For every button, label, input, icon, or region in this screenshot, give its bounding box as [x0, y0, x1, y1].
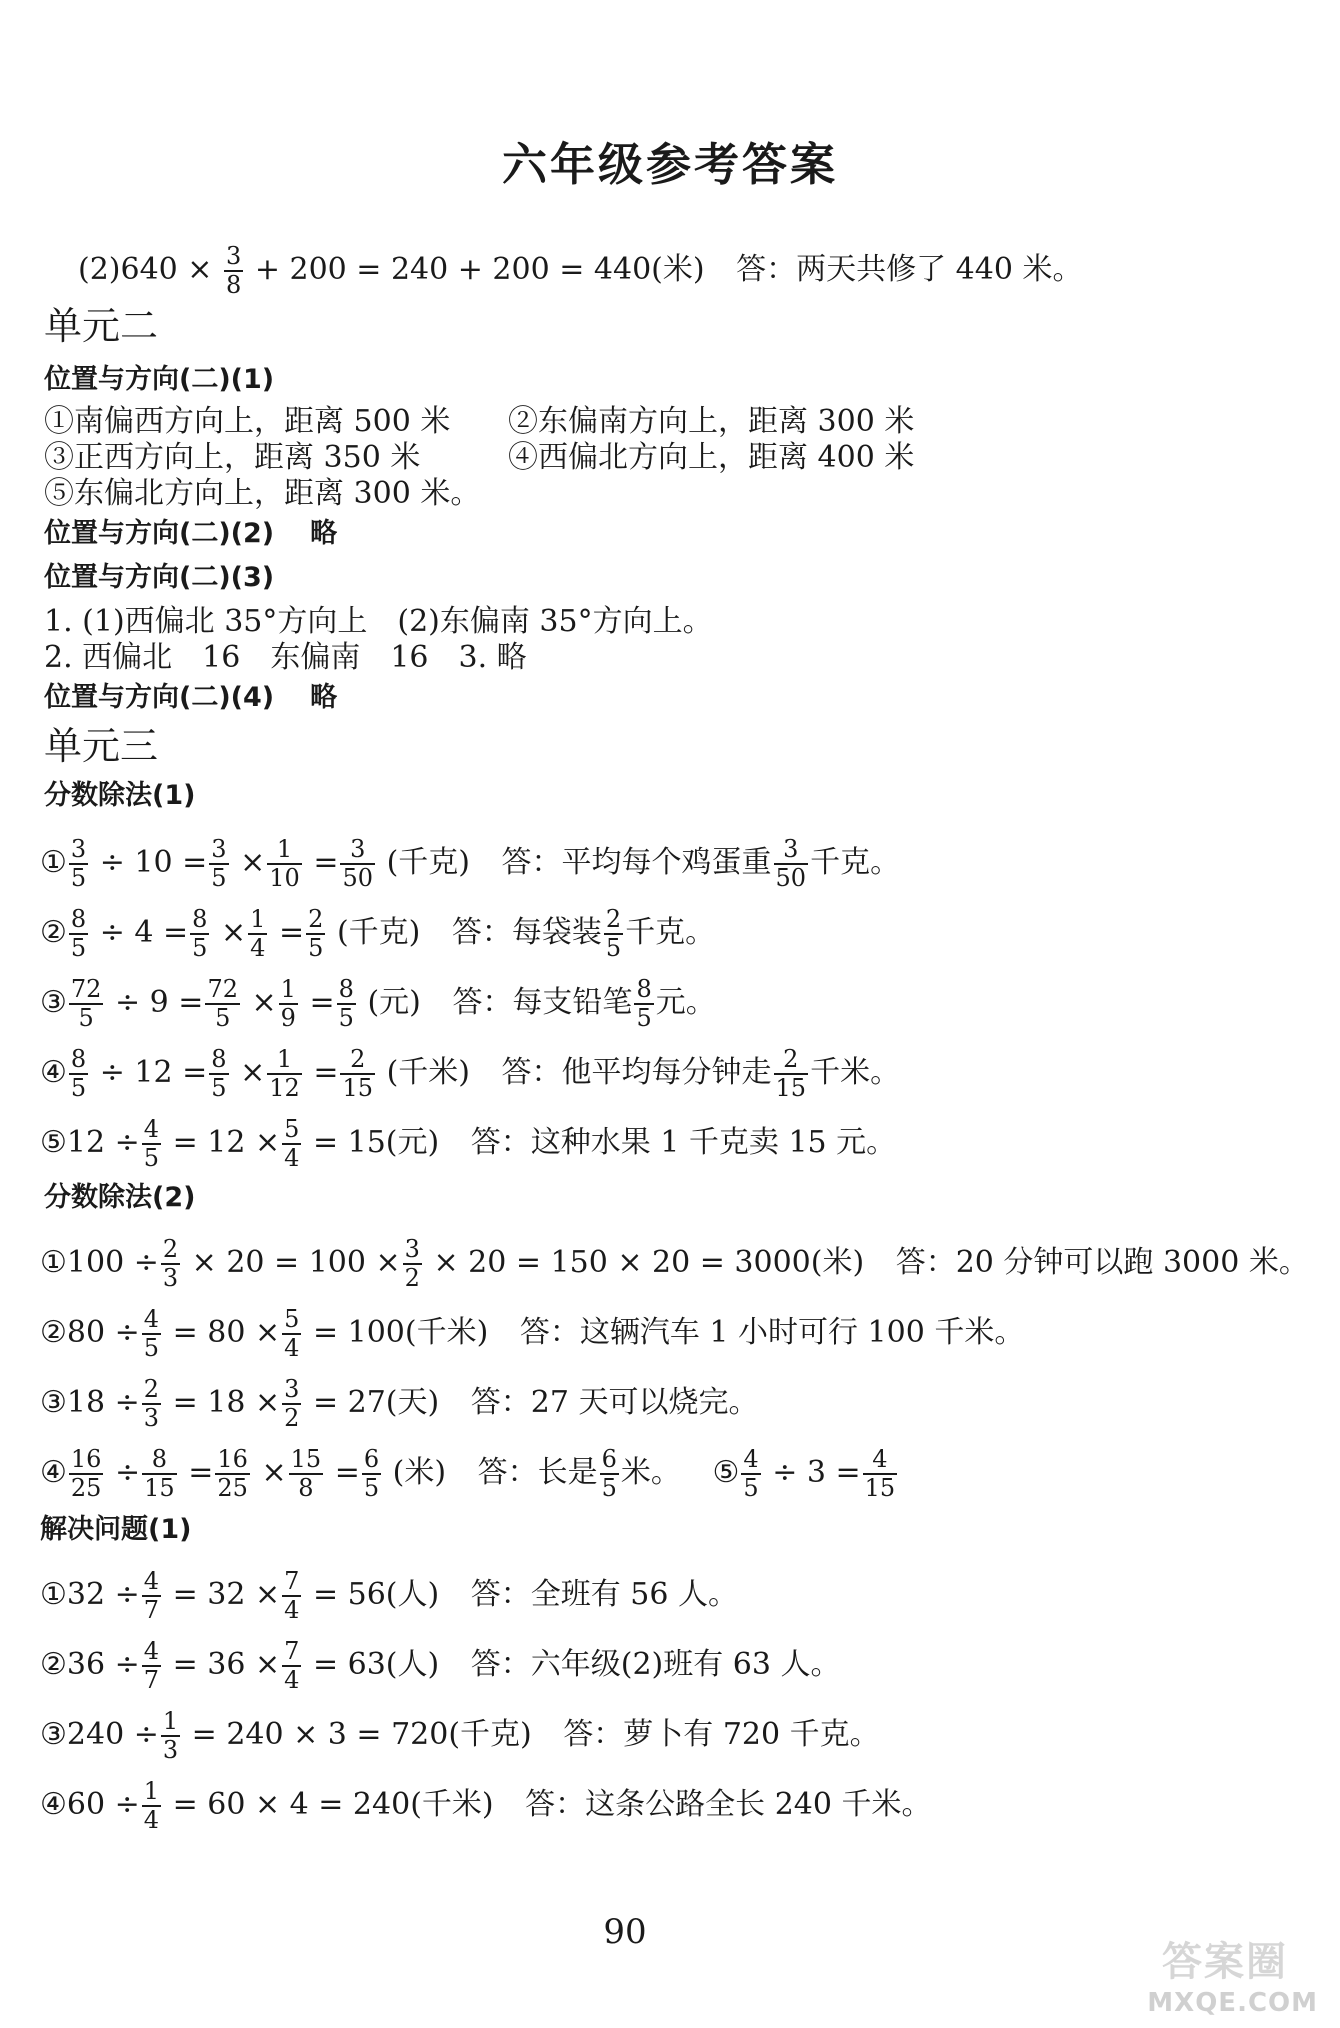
fraction: $\frac{2}{15}$ — [775, 1045, 807, 1102]
intro-prefix: (2)640 × — [78, 252, 213, 287]
fraction: $\frac{3}{5}$ — [70, 835, 87, 892]
unit-two-heading: 单元二 — [44, 304, 159, 348]
equation-line: ④60 ÷ $\frac{1}{4}$ = 60 × 4 = 240(千米) 答：这条公路全长 240 千米。 — [40, 1777, 932, 1834]
watermark-logo: 答案圈 MXQE.COM — [1147, 1939, 1318, 2018]
fraction: $\frac{2}{3}$ — [143, 1375, 160, 1432]
answer-item: ④西偏北方向上，距离 400 米 — [508, 440, 915, 475]
fraction: $\frac{8}{5}$ — [70, 905, 87, 962]
fraction: $\frac{1}{4}$ — [250, 905, 266, 962]
fraction: $\frac{72}{5}$ — [70, 975, 102, 1032]
equation-line: ① $\frac{3}{5}$ ÷ 10 = $\frac{3}{5}$ × $\frac{1}{10}$ = $\frac{3}{50}$ (千克) 答：平均每个鸡蛋重 $\frac{3}{50}$ 千克。 — [40, 835, 901, 892]
fraction: $\frac{4}{7}$ — [143, 1637, 160, 1694]
equation-line: ①100 ÷ $\frac{2}{3}$ × 20 = 100 × $\frac{3}{2}$ × 20 = 150 × 20 = 3000(米) 答：20 分钟可以跑 3000 米。 — [40, 1235, 1309, 1292]
answer-line: 2. 西偏北 16 东偏南 16 3. 略 — [44, 640, 527, 675]
fraction: $\frac{1}{10}$ — [269, 835, 300, 892]
fraction: $\frac{1}{12}$ — [269, 1045, 300, 1102]
answer-item: ①南偏西方向上，距离 500 米 — [44, 404, 451, 439]
fraction: $\frac{1}{9}$ — [280, 975, 296, 1032]
unit-three-heading: 单元三 — [44, 724, 159, 768]
equation-line: ②80 ÷ $\frac{4}{5}$ = 80 × $\frac{5}{4}$ = 100(千米) 答：这辆汽车 1 小时可行 100 千米。 — [40, 1305, 1025, 1362]
equation-line: ⑤12 ÷ $\frac{4}{5}$ = 12 × $\frac{5}{4}$ = 15(元) 答：这种水果 1 千克卖 15 元。 — [40, 1115, 897, 1172]
fraction: $\frac{4}{7}$ — [143, 1567, 160, 1624]
equation-line: ③ $\frac{72}{5}$ ÷ 9 = $\frac{72}{5}$ × $\frac{1}{9}$ = $\frac{8}{5}$ (元) 答：每支铅笔 $\frac{8}{5}$ 元。 — [40, 975, 716, 1032]
fraction: $\frac{1}{3}$ — [162, 1707, 179, 1764]
fraction: $\frac{16}{25}$ — [70, 1445, 102, 1502]
fraction: $\frac{2}{5}$ — [605, 905, 622, 962]
page-title: 六年级参考答案 — [501, 138, 838, 191]
fraction: $\frac{2}{15}$ — [342, 1045, 374, 1102]
page-number: 90 — [603, 1912, 647, 1952]
equation-line: ③18 ÷ $\frac{2}{3}$ = 18 × $\frac{3}{2}$ = 27(天) 答：27 天可以烧完。 — [40, 1375, 759, 1432]
fraction: $\frac{1}{4}$ — [143, 1777, 160, 1834]
answer-line: 1. (1)西偏北 35°方向上 (2)东偏南 35°方向上。 — [44, 604, 713, 639]
fraction: $\frac{2}{3}$ — [162, 1235, 179, 1292]
equation-line: ①32 ÷ $\frac{4}{7}$ = 32 × $\frac{7}{4}$ = 56(人) 答：全班有 56 人。 — [40, 1567, 738, 1624]
fraction: $\frac{5}{4}$ — [284, 1305, 300, 1362]
fraction: $\frac{3}{50}$ — [342, 835, 374, 892]
answer-item: ②东偏南方向上，距离 300 米 — [508, 404, 915, 439]
fraction: $\frac{3}{5}$ — [211, 835, 227, 892]
equation-line: ④ $\frac{16}{25}$ ÷ $\frac{8}{15}$ = $\frac{16}{25}$ × $\frac{15}{8}$ = $\frac{6}{5}$ (米) 答：长是 $\frac{6}{5}$ 米。 ⑤ $\frac{4}{5}$ ÷ 3 = $\frac{4}{15}$ — [40, 1445, 896, 1502]
intro-line — [78, 243, 1082, 299]
fraction: $\frac{4}{5}$ — [743, 1445, 759, 1502]
section-heading: 位置与方向(二)(2) 略 — [44, 518, 338, 549]
equation-line: ② $\frac{8}{5}$ ÷ 4 = $\frac{8}{5}$ × $\frac{1}{4}$ = $\frac{2}{5}$ (千克) 答：每袋装 $\frac{2}{5}$ 千克。 — [40, 905, 716, 962]
fraction: $\frac{8}{15}$ — [144, 1445, 175, 1502]
fraction: $\frac{3}{8}$ — [225, 242, 242, 299]
fraction: $\frac{8}{5}$ — [211, 1045, 227, 1102]
fraction: $\frac{8}{5}$ — [70, 1045, 87, 1102]
section-heading: 分数除法(1) — [44, 780, 196, 811]
fraction: $\frac{4}{15}$ — [864, 1445, 896, 1502]
fraction: $\frac{16}{25}$ — [217, 1445, 248, 1502]
intro-answer: 答：两天共修了 440 米。 — [736, 252, 1083, 287]
fraction: $\frac{6}{5}$ — [601, 1445, 617, 1502]
fraction: $\frac{3}{50}$ — [775, 835, 807, 892]
answer-item: ③正西方向上，距离 350 米 — [44, 440, 421, 475]
fraction: $\frac{7}{4}$ — [284, 1637, 300, 1694]
fraction: $\frac{3}{2}$ — [284, 1375, 300, 1432]
section-heading: 位置与方向(二)(4) 略 — [44, 682, 338, 713]
section-heading: 分数除法(2) — [44, 1182, 196, 1213]
fraction: $\frac{72}{5}$ — [207, 975, 238, 1032]
fraction: $\frac{15}{8}$ — [290, 1445, 322, 1502]
fraction: $\frac{8}{5}$ — [636, 975, 652, 1032]
section-heading: 解决问题(1) — [40, 1514, 192, 1545]
fraction: $\frac{4}{5}$ — [143, 1115, 160, 1172]
equation-line: ②36 ÷ $\frac{4}{7}$ = 36 × $\frac{7}{4}$ = 63(人) 答：六年级(2)班有 63 人。 — [40, 1637, 841, 1694]
fraction: $\frac{6}{5}$ — [363, 1445, 380, 1502]
fraction: $\frac{8}{5}$ — [338, 975, 354, 1032]
intro-rest: + 200 = 240 + 200 = 440(米) — [254, 252, 705, 287]
equation-line: ③240 ÷ $\frac{1}{3}$ = 240 × 3 = 720(千克) 答：萝卜有 720 千克。 — [40, 1707, 880, 1764]
fraction: $\frac{4}{5}$ — [143, 1305, 160, 1362]
section-heading: 位置与方向(二)(1) — [44, 364, 275, 395]
fraction: $\frac{8}{5}$ — [192, 905, 208, 962]
fraction: $\frac{3}{2}$ — [404, 1235, 420, 1292]
section-heading: 位置与方向(二)(3) — [44, 562, 275, 593]
answer-item: ⑤东偏北方向上，距离 300 米。 — [44, 476, 481, 511]
equation-line: ④ $\frac{8}{5}$ ÷ 12 = $\frac{8}{5}$ × $\frac{1}{12}$ = $\frac{2}{15}$ (千米) 答：他平均每分钟走 $\frac{2}{15}$ 千米。 — [40, 1045, 901, 1102]
fraction: $\frac{5}{4}$ — [284, 1115, 300, 1172]
fraction: $\frac{2}{5}$ — [308, 905, 324, 962]
fraction: $\frac{7}{4}$ — [284, 1567, 300, 1624]
